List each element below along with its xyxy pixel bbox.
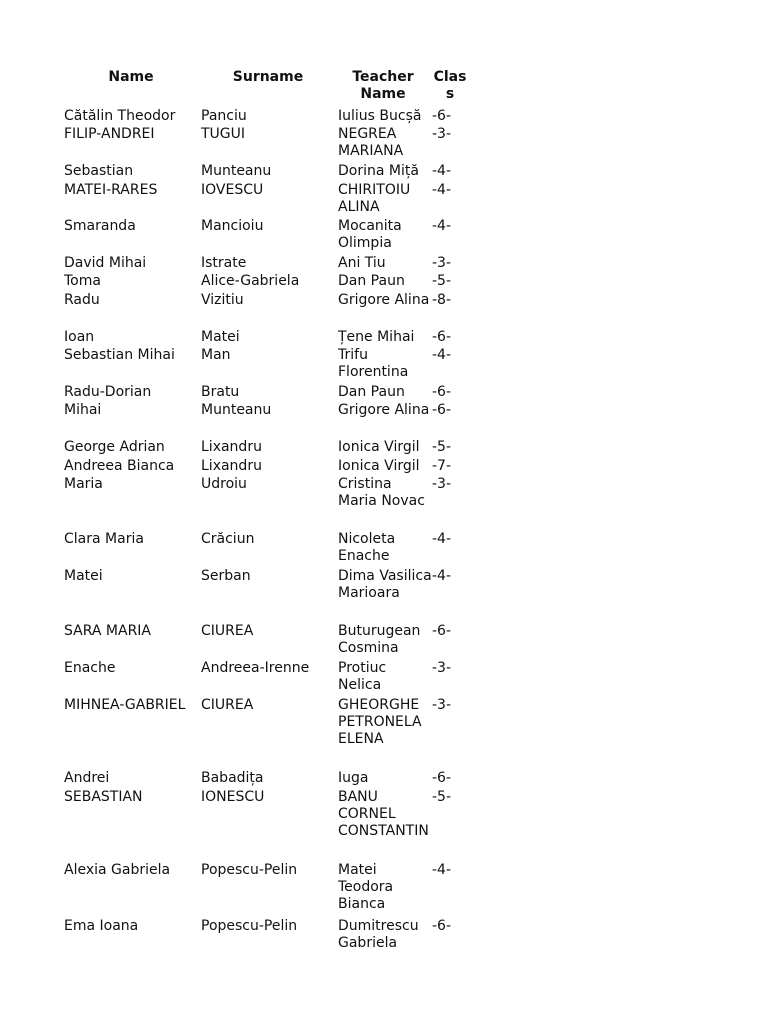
cell-teacher-name: Dima Vasilica Marioara xyxy=(338,568,432,601)
cell-surname: CIUREA xyxy=(201,623,254,639)
cell-surname: Vizitiu xyxy=(201,292,244,308)
cell-class: -6- xyxy=(432,384,452,400)
cell-class: -4- xyxy=(432,218,452,234)
cell-teacher-name: Cristina Maria Novac xyxy=(338,476,425,509)
cell-name: Radu-Dorian xyxy=(64,384,152,400)
cell-name: Toma xyxy=(64,273,101,289)
cell-name: MIHNEA-GABRIEL xyxy=(64,697,186,713)
cell-surname: Munteanu xyxy=(201,402,272,418)
cell-name: George Adrian xyxy=(64,439,165,455)
cell-teacher-name: CHIRITOIU ALINA xyxy=(338,182,411,215)
cell-class: -6- xyxy=(432,329,452,345)
column-header-surname: Surname xyxy=(232,69,304,85)
cell-name: Clara Maria xyxy=(64,531,144,547)
cell-surname: Bratu xyxy=(201,384,240,400)
cell-surname: Munteanu xyxy=(201,163,272,179)
cell-name: MATEI-RARES xyxy=(64,182,158,198)
cell-name: Andrei xyxy=(64,770,110,786)
cell-class: -6- xyxy=(432,402,452,418)
cell-name: Ioan xyxy=(64,329,95,345)
cell-teacher-name: BANU CORNEL CONSTANTIN xyxy=(338,789,429,839)
cell-surname: IONESCU xyxy=(201,789,265,805)
cell-name: SEBASTIAN xyxy=(64,789,143,805)
column-header-class xyxy=(432,69,468,103)
cell-surname: TUGUI xyxy=(201,126,246,142)
cell-teacher-name: Ionica Virgil xyxy=(338,458,420,474)
cell-teacher-name: Protiuc Nelica xyxy=(338,660,387,693)
cell-class: -4- xyxy=(432,182,452,198)
cell-class: -6- xyxy=(432,918,452,934)
cell-surname: Serban xyxy=(201,568,251,584)
cell-teacher-name: Trifu Florentina xyxy=(338,347,409,380)
cell-name: David Mihai xyxy=(64,255,147,271)
cell-class: -3- xyxy=(432,476,452,492)
column-header-teacher-line1: Teacher xyxy=(352,69,414,85)
cell-teacher-name: Iuga xyxy=(338,770,369,786)
cell-teacher-name: Iulius Bucșă xyxy=(338,108,422,124)
cell-surname: IOVESCU xyxy=(201,182,264,198)
cell-teacher-name: NEGREA MARIANA xyxy=(338,126,404,159)
column-header-class-line1: Clas xyxy=(433,69,467,85)
cell-class: -3- xyxy=(432,660,452,676)
cell-teacher-name: Ionica Virgil xyxy=(338,439,420,455)
cell-class: -6- xyxy=(432,623,452,639)
cell-name: Alexia Gabriela xyxy=(64,862,171,878)
cell-surname: Alice-Gabriela xyxy=(201,273,300,289)
cell-class: -6- xyxy=(432,770,452,786)
cell-name: Maria xyxy=(64,476,103,492)
cell-name: Mihai xyxy=(64,402,102,418)
cell-class: -3- xyxy=(432,126,452,142)
cell-class: -3- xyxy=(432,697,452,713)
cell-name: Sebastian Mihai xyxy=(64,347,175,363)
cell-teacher-name: Grigore Alina xyxy=(338,402,430,418)
cell-class: -4- xyxy=(432,862,452,878)
cell-surname: Andreea-Irenne xyxy=(201,660,310,676)
cell-class: -3- xyxy=(432,255,452,271)
cell-name: Cătălin Theodor xyxy=(64,108,176,124)
cell-surname: Babadița xyxy=(201,770,264,786)
cell-class: -4- xyxy=(432,568,452,584)
cell-teacher-name: Dan Paun xyxy=(338,273,405,289)
cell-surname: Udroiu xyxy=(201,476,247,492)
cell-teacher-name: GHEORGHE PETRONELA ELENA xyxy=(338,697,422,747)
column-header-class-line2: s xyxy=(445,86,455,102)
cell-surname: Popescu-Pelin xyxy=(201,918,298,934)
cell-surname: Istrate xyxy=(201,255,247,271)
cell-class: -4- xyxy=(432,347,452,363)
cell-teacher-name: Ani Tiu xyxy=(338,255,386,271)
cell-class: -4- xyxy=(432,531,452,547)
cell-class: -5- xyxy=(432,789,452,805)
cell-surname: Popescu-Pelin xyxy=(201,862,298,878)
column-header-teacher-line2: Name xyxy=(360,86,406,102)
cell-name: Andreea Bianca xyxy=(64,458,175,474)
cell-class: -6- xyxy=(432,108,452,124)
cell-teacher-name: Dan Paun xyxy=(338,384,405,400)
cell-name: Sebastian xyxy=(64,163,134,179)
cell-teacher-name: Buturugean Cosmina xyxy=(338,623,421,656)
cell-surname: Panciu xyxy=(201,108,247,124)
cell-surname: Lixandru xyxy=(201,458,262,474)
cell-teacher-name: Mocanita Olimpia xyxy=(338,218,402,251)
cell-class: -7- xyxy=(432,458,452,474)
cell-class: -5- xyxy=(432,439,452,455)
cell-name: Matei xyxy=(64,568,103,584)
column-header-teacher-name xyxy=(336,69,430,103)
cell-surname: Lixandru xyxy=(201,439,262,455)
cell-teacher-name: Dorina Miță xyxy=(338,163,419,179)
cell-teacher-name: Dumitrescu Gabriela xyxy=(338,918,419,951)
cell-teacher-name: Nicoleta Enache xyxy=(338,531,396,564)
cell-name: Ema Ioana xyxy=(64,918,139,934)
cell-surname: Crăciun xyxy=(201,531,255,547)
cell-name: Smaranda xyxy=(64,218,136,234)
cell-surname: Mancioiu xyxy=(201,218,264,234)
cell-surname: CIUREA xyxy=(201,697,254,713)
cell-surname: Matei xyxy=(201,329,240,345)
column-header-name: Name xyxy=(108,69,154,85)
cell-name: Radu xyxy=(64,292,100,308)
cell-class: -5- xyxy=(432,273,452,289)
cell-name: FILIP-ANDREI xyxy=(64,126,155,142)
cell-teacher-name: Matei Teodora Bianca xyxy=(338,862,394,912)
cell-teacher-name: Țene Mihai xyxy=(338,329,415,345)
cell-name: Enache xyxy=(64,660,116,676)
cell-teacher-name: Grigore Alina xyxy=(338,292,430,308)
cell-class: -8- xyxy=(432,292,452,308)
cell-class: -4- xyxy=(432,163,452,179)
cell-surname: Man xyxy=(201,347,231,363)
cell-name: SARA MARIA xyxy=(64,623,152,639)
